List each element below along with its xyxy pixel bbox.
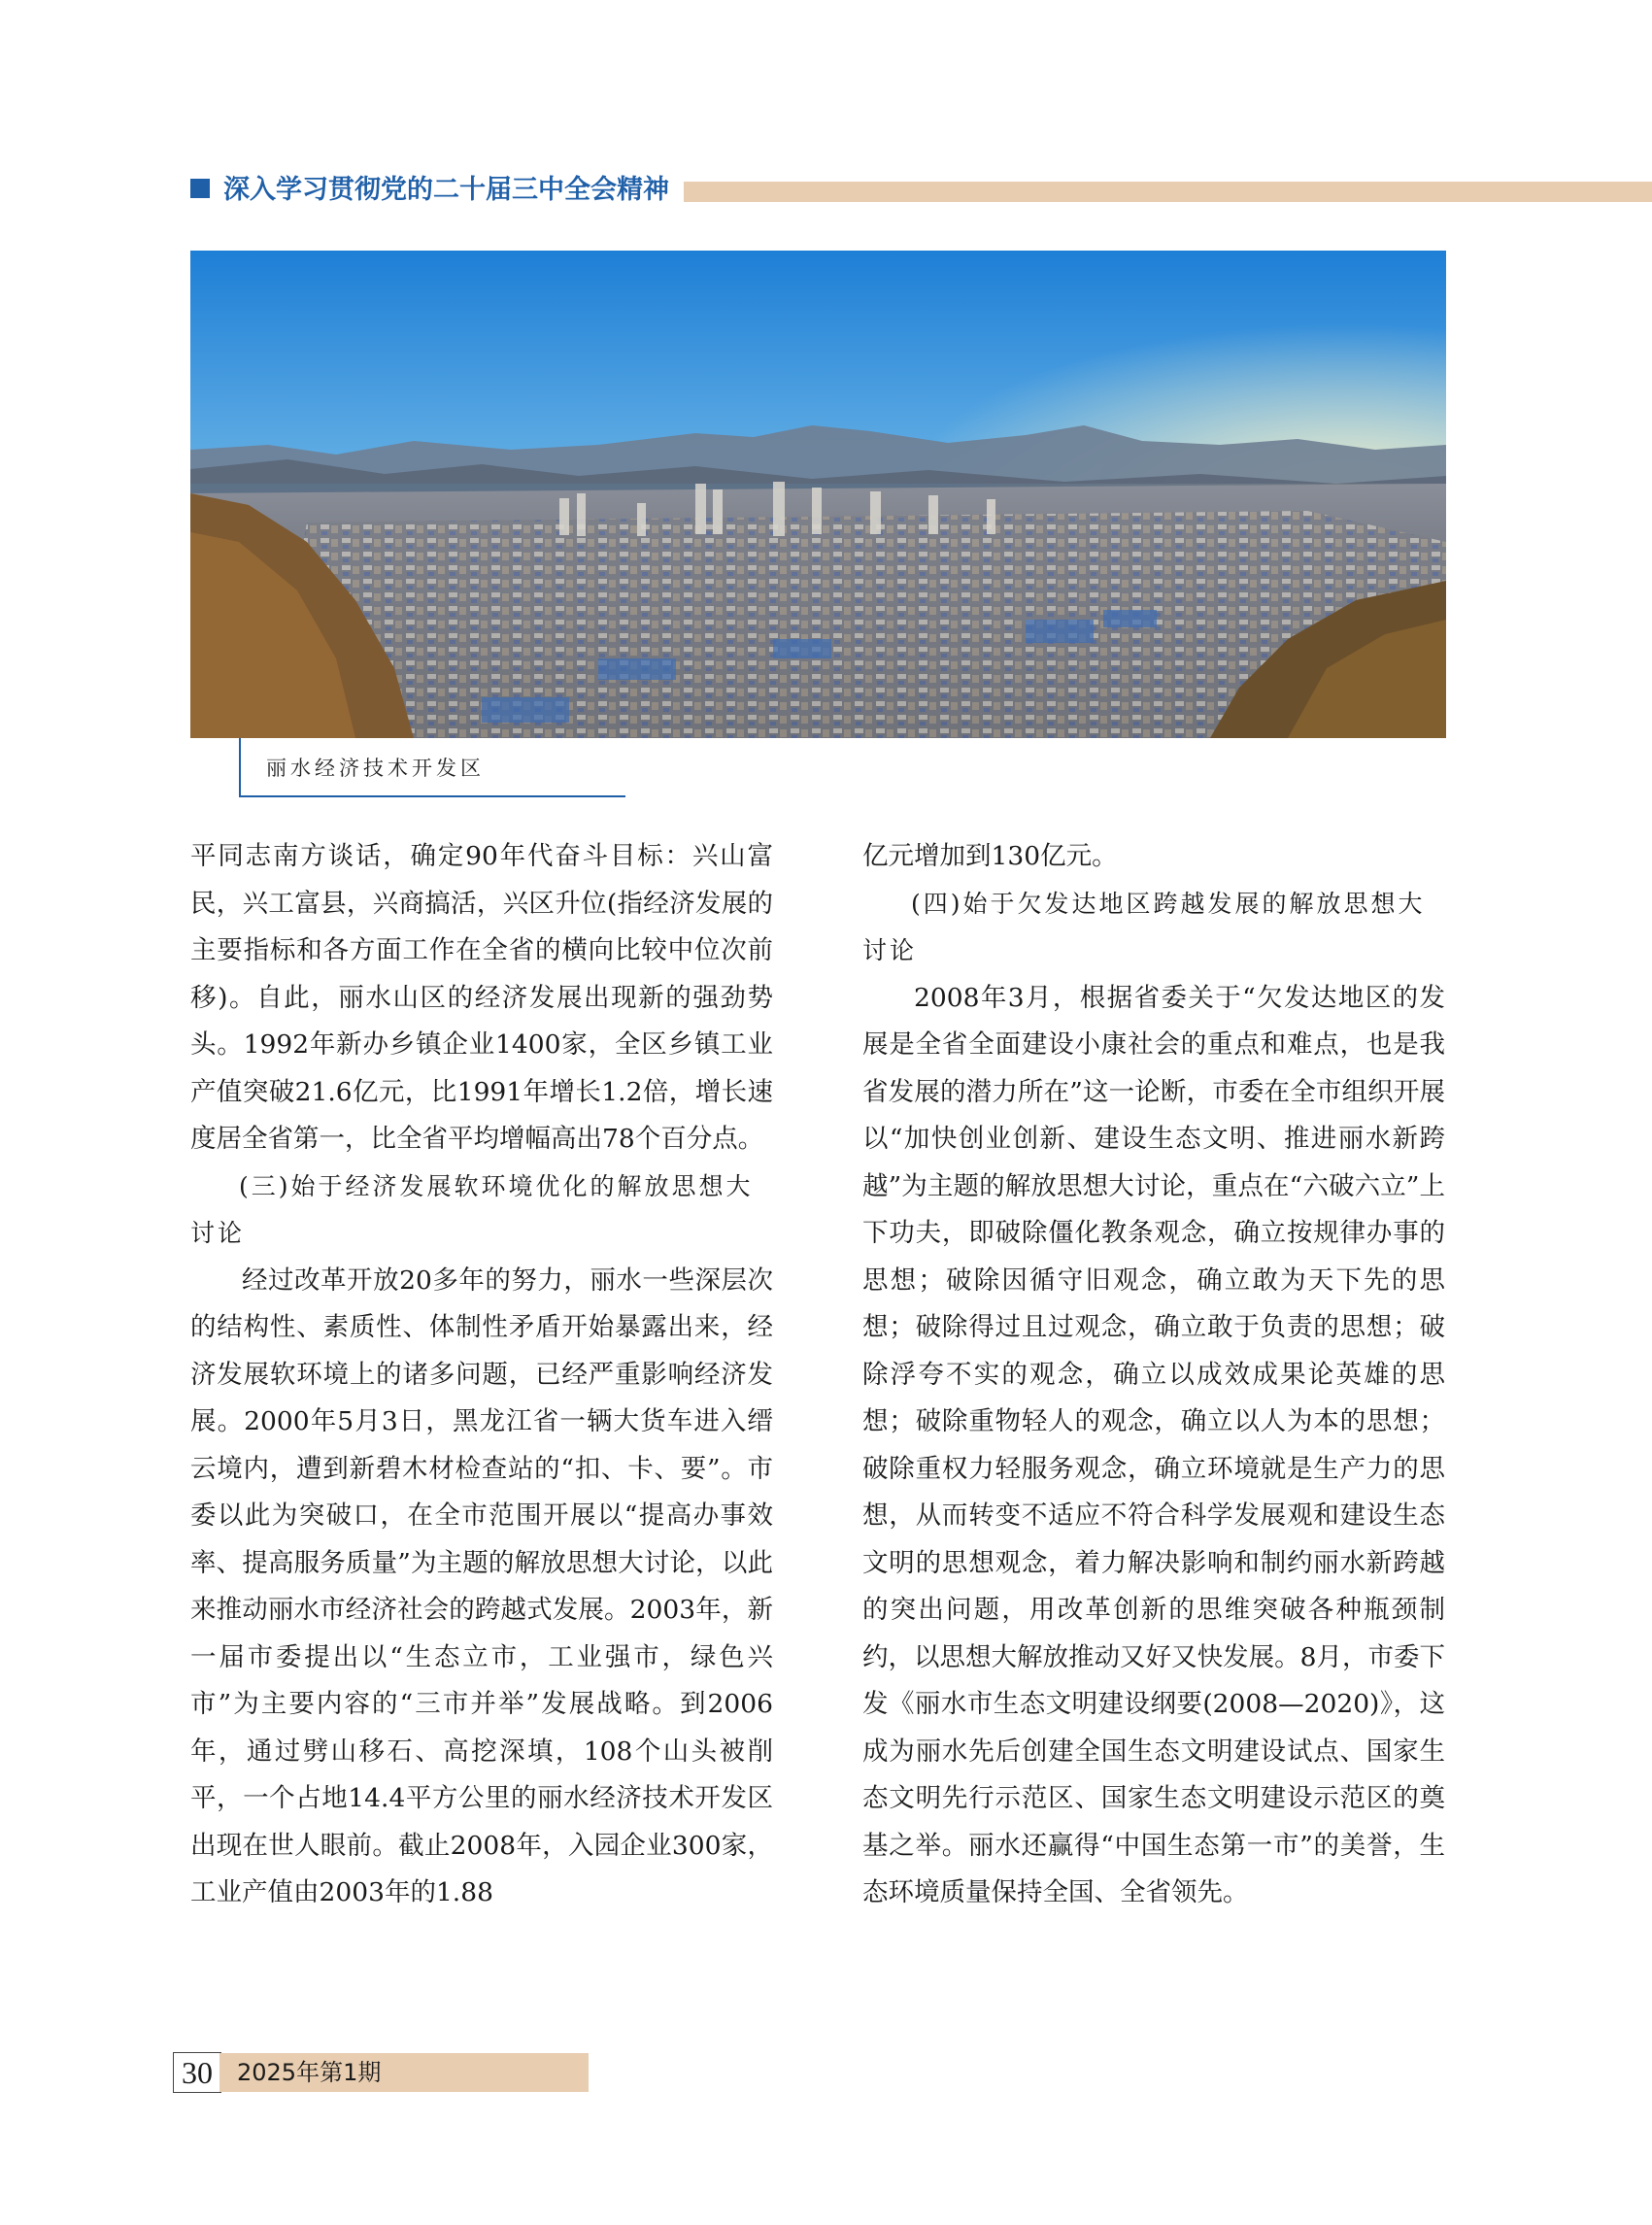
paragraph: 经过改革开放20多年的努力，丽水一些深层次的结构性、素质性、体制性矛盾开始暴露出来，经济发展软环境上的诸多问题，已经严重影响经济发展。2000年5月3日，黑龙江省一辆大货车进入缙云境内，遭到新碧木材检查站的“扣、卡、要”。市委以此为突破口，在全市范围开展以“提高办事效率、提高服务质量”为主题的解放思想大讨论，以此来推动丽水市经济社会的跨越式发展。2003年，新一届市委提出以“生态立市，工业强市，绿色兴市”为主要内容的“三市并举”发展战略。到2006年，通过劈山移石、高挖深填，108个山头被削平，一个占地14.4平方公里的丽水经济技术开发区出现在世人眼前。截止2008年，入园企业300家，工业产值由2003年的1.88 [190,1264,773,1907]
paragraph: 亿元增加到130亿元。 [862,841,1118,871]
aerial-city-illustration [190,251,1446,738]
aerial-city-photo [190,251,1446,738]
paragraph: 平同志南方谈话，确定90年代奋斗目标：兴山富民，兴工富县，兴商搞活，兴区升位(指经济发展的主要指标和各方面工作在全省的横向比较中位次前移)。自此，丽水山区的经济发展出现新的强劲势头。1992年新办乡镇企业1400家，全区乡镇工业产值突破21.6亿元，比1991年增长1.2倍，增长速度居全省第一，比全省平均增幅高出78个百分点。 [190,841,773,1154]
paragraph: 2008年3月，根据省委关于“欠发达地区的发展是全省全面建设小康社会的重点和难点，也是我省发展的潜力所在”这一论断，市委在全市组织开展以“加快创业创新、建设生态文明、推进丽水新跨越”为主题的解放思想大讨论，重点在“六破六立”上下功夫，即破除僵化教条观念，确立按规律办事的思想；破除因循守旧观念，确立敢为天下先的思想；破除得过且过观念，确立敢于负责的思想；破除浮夸不实的观念，确立以成效成果论英雄的思想；破除重物轻人的观念，确立以人为本的思想；破除重权力轻服务观念，确立环境就是生产力的思想，从而转变不适应不符合科学发展观和建设生态文明的思想观念，着力解决影响和制约丽水新跨越的突出问题，用改革创新的思维突破各种瓶颈制约，以思想大解放推动又好又快发展。8月，市委下发《丽水市生态文明建设纲要(2008—2020)》，这成为丽水先后创建全国生态文明建设试点、国家生态文明先行示范区、国家生态文明建设示范区的奠基之举。丽水还赢得“中国生态第一市”的美誉，生态环境质量保持全国、全省领先。 [862,982,1445,1907]
left-column [190,833,773,1917]
photo-caption: 丽水经济技术开发区 [266,757,485,780]
subheading-4: (四)始于欠发达地区跨越发展的解放思想大讨论 [862,889,1426,964]
subheading-3: (三)始于经济发展软环境优化的解放思想大讨论 [190,1171,754,1247]
header-decorative-bar [684,182,1652,202]
section-title: 深入学习贯彻党的二十届三中全会精神 [223,175,669,205]
section-header [190,171,1652,210]
right-column [862,833,1445,1917]
header-square-icon [190,179,210,198]
page-number: 30 [173,2052,221,2093]
issue-label: 2025年第1期 [219,2053,589,2092]
